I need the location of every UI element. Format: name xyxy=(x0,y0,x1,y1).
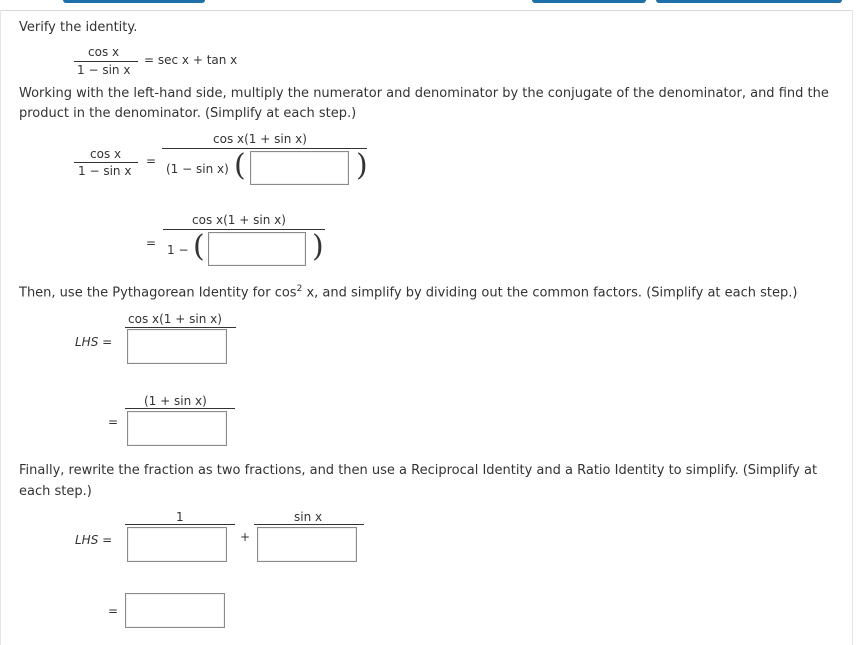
tab-indicator-2[interactable] xyxy=(532,0,646,3)
step1-product-fraction-bar xyxy=(162,148,367,149)
step2-lhs-label: LHS = xyxy=(75,335,113,349)
step3-lhs-label: LHS = xyxy=(75,533,113,547)
step1-right-paren: ) xyxy=(356,148,368,183)
step3-fraction-a-bar xyxy=(125,524,235,525)
step2-instruction-rest: x, and simplify by dividing out the common factors. (Simplify at each step.) xyxy=(302,285,798,301)
step1-row2-right-paren: ) xyxy=(312,229,324,264)
step2-simplified-input[interactable] xyxy=(127,411,227,446)
panel-top-border xyxy=(0,10,853,11)
step2-instruction xyxy=(19,284,797,300)
step2-equals: = xyxy=(108,415,119,429)
step3-plus: + xyxy=(240,530,251,544)
intro-text: Verify the identity. xyxy=(19,20,138,35)
identity-fraction-bar xyxy=(74,61,138,62)
step3-fraction-a-numerator: 1 xyxy=(176,510,184,524)
panel-right-border xyxy=(852,10,853,645)
step2-simplified-fraction-bar xyxy=(125,408,235,409)
identity-lhs-numerator: cos x xyxy=(88,45,120,59)
identity-lhs-denominator: 1 − sin x xyxy=(77,63,131,77)
step3-instruction-line1: Finally, rewrite the fraction as two fractions, and then use a Reciprocal Identity and a Ratio Identity to simplify. (Simplify at xyxy=(19,463,818,478)
step3-fraction-b-numerator: sin x xyxy=(294,510,323,524)
step2-instruction-main: Then, use the Pythagorean Identity for cos xyxy=(19,285,297,301)
tab-indicator-3[interactable] xyxy=(656,0,842,3)
step1-row2-denominator-prefix: 1 − xyxy=(167,243,189,257)
step3-final-answer-input[interactable] xyxy=(125,593,225,628)
step3-fraction-b-denominator-input[interactable] xyxy=(257,527,357,562)
step1-row2-left-paren: ( xyxy=(193,229,205,264)
step1-equals: = xyxy=(146,154,157,168)
step1-conjugate-input[interactable] xyxy=(250,151,349,185)
step2-simplified-numerator: (1 + sin x) xyxy=(144,394,207,408)
step1-left-paren: ( xyxy=(234,148,246,183)
step3-instruction-line2: each step.) xyxy=(19,484,92,499)
step1-lhs-denominator: 1 − sin x xyxy=(78,164,132,178)
identity-rhs: = sec x + tan x xyxy=(144,53,238,67)
step2-fraction-bar xyxy=(125,327,236,328)
step1-lhs-numerator: cos x xyxy=(90,147,122,161)
step1-instruction-line1: Working with the left-hand side, multiply the numerator and denominator by the conjugate of the denominator, and find the xyxy=(19,86,829,101)
step1-instruction-line2: product in the denominator. (Simplify at each step.) xyxy=(19,106,357,121)
step3-fraction-a-denominator-input[interactable] xyxy=(127,527,227,562)
step1-product-input[interactable] xyxy=(208,232,306,266)
step2-pythagorean-input[interactable] xyxy=(127,329,227,364)
step1-row2-fraction-bar xyxy=(163,229,325,230)
step3-final-equals: = xyxy=(108,604,119,618)
step2-instruction-superscript: 2 xyxy=(296,284,303,294)
tab-indicator-1[interactable] xyxy=(63,0,205,3)
step2-numerator: cos x(1 + sin x) xyxy=(128,312,222,326)
step1-lhs-fraction-bar xyxy=(74,162,138,163)
step1-product-numerator: cos x(1 + sin x) xyxy=(213,132,307,146)
step1-product-denominator-prefix: (1 − sin x) xyxy=(166,162,229,176)
panel-left-border xyxy=(0,10,1,645)
step1-row2-numerator: cos x(1 + sin x) xyxy=(192,213,286,227)
step1-row2-equals: = xyxy=(146,236,157,250)
step3-fraction-b-bar xyxy=(254,524,364,525)
